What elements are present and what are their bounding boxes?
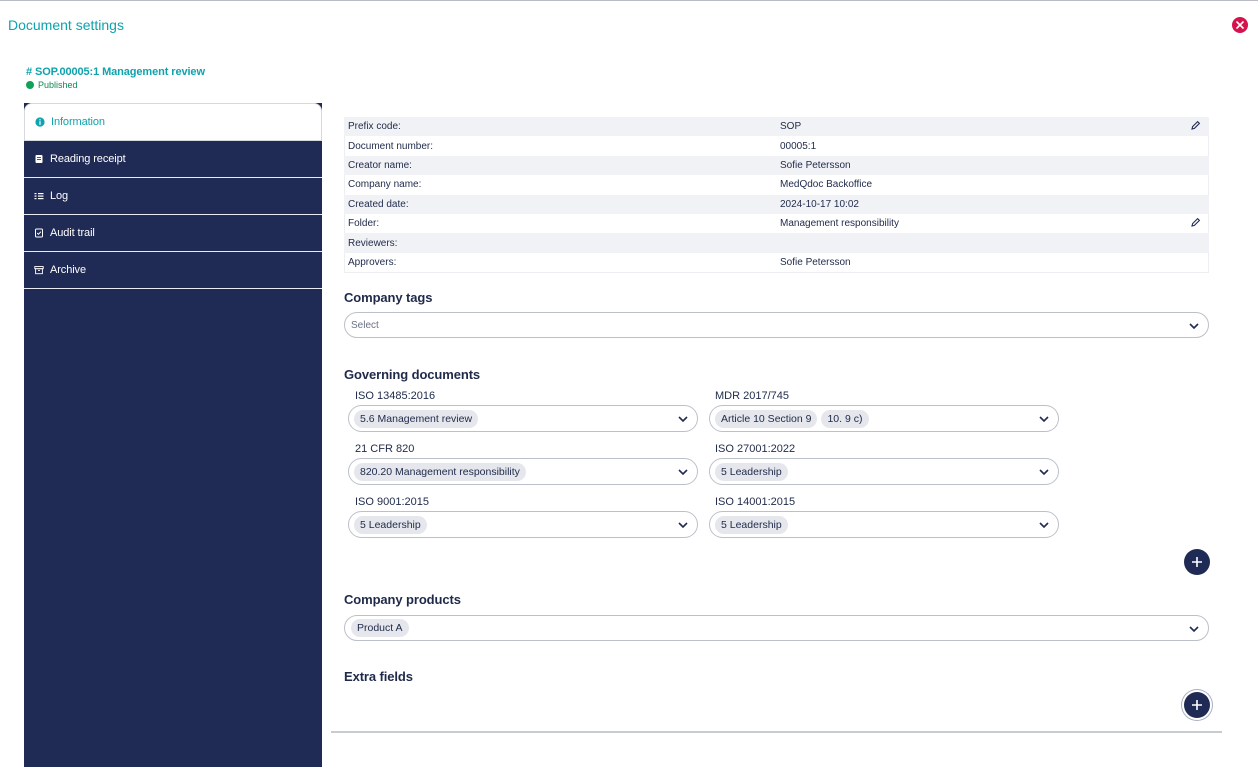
sidebar-item-reading-receipt[interactable] [24, 141, 322, 178]
governing-select-iso14001[interactable] [709, 511, 1059, 538]
governing-label: ISO 14001:2015 [715, 496, 796, 508]
row-value: 2024-10-17 10:02 [776, 195, 1179, 214]
sidebar-item-label: Log [50, 190, 69, 202]
sidebar-item-label: Audit trail [50, 227, 95, 239]
info-icon [35, 117, 45, 127]
pencil-icon [1190, 120, 1201, 131]
top-border [0, 0, 1258, 1]
list-icon [34, 191, 44, 201]
add-extra-field-button[interactable] [1184, 692, 1210, 718]
dialog-title: Document settings [8, 17, 124, 33]
governing-label: ISO 27001:2022 [715, 443, 796, 455]
row-value: Sofie Petersson [780, 256, 851, 268]
audit-icon [34, 228, 44, 238]
row-value [776, 233, 1179, 252]
sidebar-item-label: Information [51, 116, 105, 128]
governing-documents-title: Governing documents [344, 367, 481, 382]
add-governing-document-button[interactable] [1184, 549, 1210, 575]
chevron-down-icon [677, 519, 689, 531]
governing-label: MDR 2017/745 [715, 390, 789, 402]
company-tags-title: Company tags [344, 290, 433, 305]
governing-select-iso27001[interactable] [709, 458, 1059, 485]
row-label: Folder: [348, 218, 380, 230]
sidebar-item-information[interactable] [24, 103, 322, 141]
row-label: Creator name: [344, 156, 776, 175]
company-tags-select[interactable] [344, 312, 1209, 338]
document-header [26, 66, 205, 90]
table-row [344, 214, 1209, 233]
sidebar-item-archive[interactable] [24, 252, 322, 289]
governing-select-iso13485[interactable] [348, 405, 698, 432]
chip: 820.20 Management responsibility [354, 463, 526, 481]
governing-select-iso9001[interactable] [348, 511, 698, 538]
chevron-down-icon [1038, 519, 1050, 531]
info-table [344, 117, 1209, 272]
close-button[interactable] [1232, 17, 1248, 33]
edit-prefix-button[interactable] [1190, 123, 1201, 134]
document-id: # SOP.00005:1 Management review [26, 66, 205, 78]
row-label: Company name: [348, 179, 422, 191]
pencil-icon [1190, 217, 1201, 228]
main-content [331, 103, 1222, 733]
chip: 5.6 Management review [354, 410, 478, 428]
row-value: MedQdoc Backoffice [780, 179, 873, 191]
row-value: 00005:1 [780, 140, 817, 152]
row-label: Prefix code: [344, 117, 776, 136]
receipt-icon [34, 154, 44, 164]
row-label: Reviewers: [344, 233, 776, 252]
table-row [344, 175, 1209, 194]
chevron-down-icon [1188, 623, 1200, 635]
chevron-down-icon [677, 466, 689, 478]
close-icon [1236, 21, 1244, 29]
table-row [344, 136, 1209, 155]
table-row [344, 156, 1209, 175]
governing-select-mdr[interactable] [709, 405, 1059, 432]
governing-label: 21 CFR 820 [355, 443, 415, 455]
archive-icon [34, 265, 44, 275]
governing-label: ISO 13485:2016 [355, 390, 436, 402]
chip: 5 Leadership [715, 463, 788, 481]
edit-folder-button[interactable] [1190, 220, 1201, 231]
row-value: SOP [776, 117, 1179, 136]
status-badge [26, 80, 205, 90]
row-label: Created date: [344, 195, 776, 214]
chevron-down-icon [677, 413, 689, 425]
chip: 5 Leadership [715, 516, 788, 534]
chip: Article 10 Section 9 [715, 410, 817, 428]
chip: 10. 9 c) [821, 410, 868, 428]
company-products-select[interactable] [344, 615, 1209, 641]
sidebar-item-label: Reading receipt [50, 153, 126, 165]
sidebar [24, 103, 322, 767]
chevron-down-icon [1038, 413, 1050, 425]
row-value: Management responsibility [780, 218, 899, 230]
governing-label: ISO 9001:2015 [355, 496, 430, 508]
table-row [344, 233, 1209, 252]
table-row [344, 117, 1209, 136]
row-label: Document number: [348, 140, 434, 152]
sidebar-item-log[interactable] [24, 178, 322, 215]
table-row [344, 253, 1209, 272]
sidebar-item-audit-trail[interactable] [24, 215, 322, 252]
company-tags-placeholder: Select [351, 319, 379, 331]
chip: Product A [351, 619, 409, 637]
row-value: Sofie Petersson [776, 156, 1179, 175]
status-dot-icon [26, 81, 34, 89]
plus-icon [1191, 556, 1203, 568]
row-label: Approvers: [348, 256, 397, 268]
chevron-down-icon [1038, 466, 1050, 478]
extra-fields-title: Extra fields [344, 669, 413, 684]
governing-select-cfr820[interactable] [348, 458, 698, 485]
chevron-down-icon [1188, 320, 1200, 332]
chip: 5 Leadership [354, 516, 427, 534]
sidebar-item-label: Archive [50, 264, 86, 276]
status-label: Published [38, 80, 78, 90]
plus-icon [1191, 699, 1203, 711]
company-products-title: Company products [344, 592, 461, 607]
table-row [344, 195, 1209, 214]
